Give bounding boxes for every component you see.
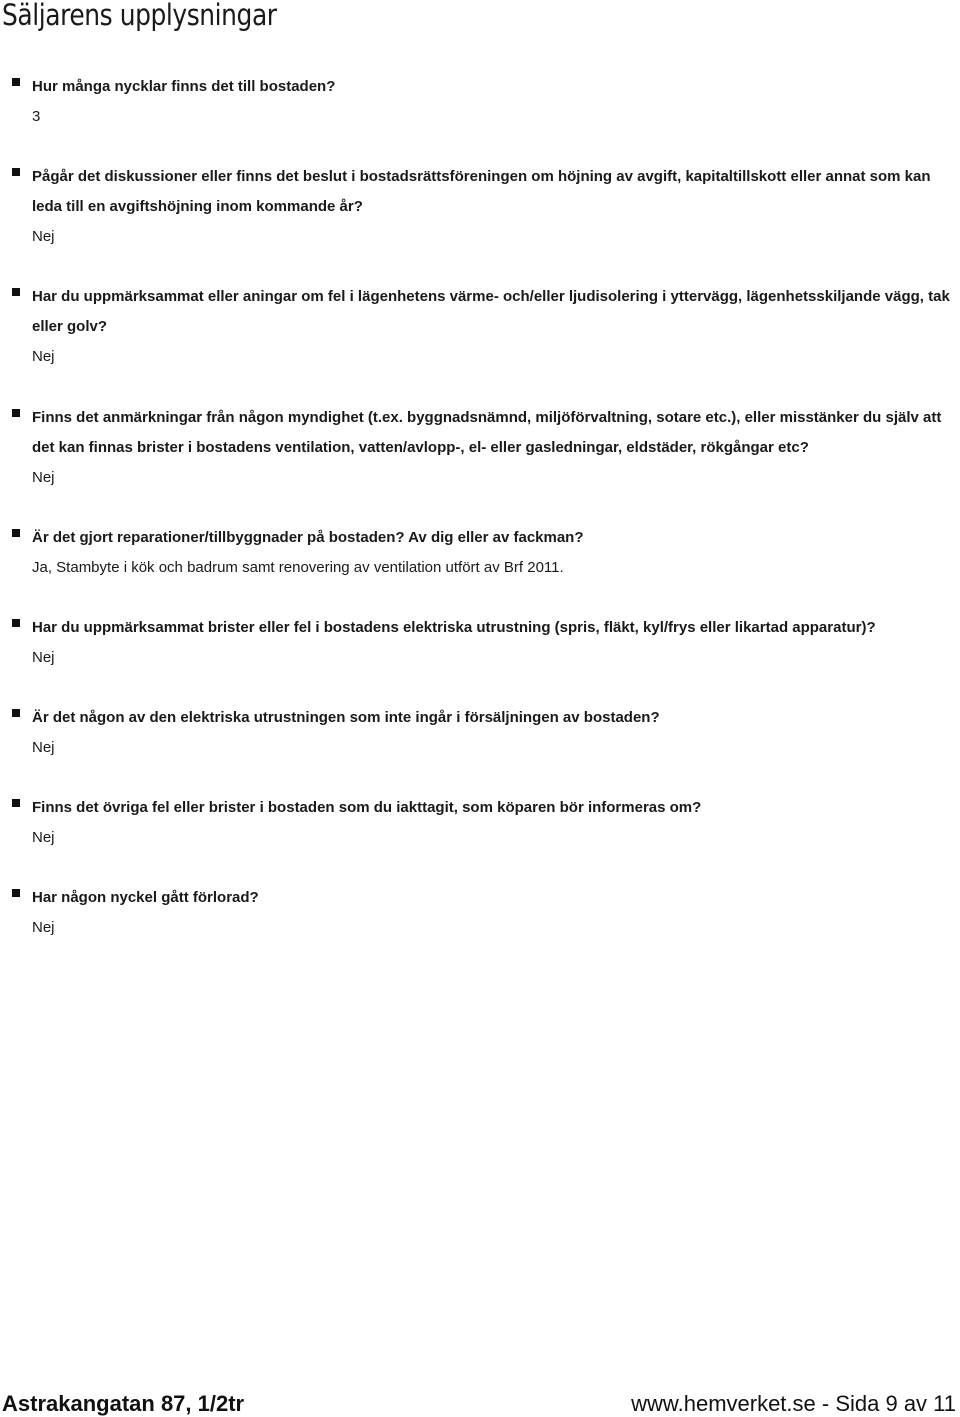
question-text: Finns det övriga fel eller brister i bostaden som du iakttagit, som köparen bör informeras om? bbox=[32, 799, 702, 816]
square-bullet-icon bbox=[12, 168, 20, 176]
qa-item-authority-remarks bbox=[12, 403, 957, 493]
footer-address: Astrakangatan 87, 1/2tr bbox=[2, 1391, 245, 1416]
page-title: Säljarens upplysningar bbox=[2, 0, 277, 32]
question-text: Har du uppmärksammat eller aningar om fel i lägenhetens värme- och/eller ljudisolering i yttervägg, lägenhetsskiljande vägg, tak eller golv? bbox=[32, 288, 950, 335]
qa-item-other-defects bbox=[12, 793, 957, 853]
square-bullet-icon bbox=[12, 619, 20, 627]
answer-text: Nej bbox=[32, 919, 55, 936]
answer-text: Nej bbox=[32, 348, 55, 365]
qa-item-electrical-defects bbox=[12, 613, 957, 673]
question-text: Hur många nycklar finns det till bostaden? bbox=[32, 78, 336, 95]
qa-item-repairs bbox=[12, 523, 957, 583]
square-bullet-icon bbox=[12, 78, 20, 86]
qa-item-excluded-equipment bbox=[12, 703, 957, 763]
answer-text: Nej bbox=[32, 469, 55, 486]
answer-text: Nej bbox=[32, 739, 55, 756]
qa-item-fee-increase bbox=[12, 162, 957, 252]
square-bullet-icon bbox=[12, 889, 20, 897]
qa-item-lost-key bbox=[12, 883, 957, 943]
footer-page-info: www.hemverket.se - Sida 9 av 11 bbox=[631, 1391, 956, 1416]
question-text: Pågår det diskussioner eller finns det beslut i bostadsrättsföreningen om höjning av avgift, kapitaltillskott eller annat som kan leda till en avgiftshöjning inom kommande år? bbox=[32, 168, 931, 215]
answer-text: 3 bbox=[32, 108, 41, 125]
qa-item-insulation-defects bbox=[12, 282, 957, 372]
question-text: Finns det anmärkningar från någon myndighet (t.ex. byggnadsnämnd, miljöförvaltning, sotare etc.), eller misstänker du själv att det kan finnas brister i bostadens ventilation, vatten/avlopp-, el- eller gasledningar, eldstäder, rökgångar etc? bbox=[32, 409, 942, 456]
square-bullet-icon bbox=[12, 288, 20, 296]
answer-text: Nej bbox=[32, 829, 55, 846]
square-bullet-icon bbox=[12, 709, 20, 717]
question-text: Är det gjort reparationer/tillbyggnader på bostaden? Av dig eller av fackman? bbox=[32, 529, 584, 546]
question-text: Har du uppmärksammat brister eller fel i bostadens elektriska utrustning (spris, fläkt, kyl/frys eller likartad apparatur)? bbox=[32, 619, 876, 636]
qa-item-keys-count bbox=[12, 72, 957, 132]
answer-text: Nej bbox=[32, 649, 55, 666]
question-text: Har någon nyckel gått förlorad? bbox=[32, 889, 259, 906]
answer-text: Ja, Stambyte i kök och badrum samt renovering av ventilation utfört av Brf 2011. bbox=[32, 559, 564, 576]
question-text: Är det någon av den elektriska utrustningen som inte ingår i försäljningen av bostaden? bbox=[32, 709, 660, 726]
square-bullet-icon bbox=[12, 799, 20, 807]
square-bullet-icon bbox=[12, 529, 20, 537]
square-bullet-icon bbox=[12, 409, 20, 417]
answer-text: Nej bbox=[32, 228, 55, 245]
